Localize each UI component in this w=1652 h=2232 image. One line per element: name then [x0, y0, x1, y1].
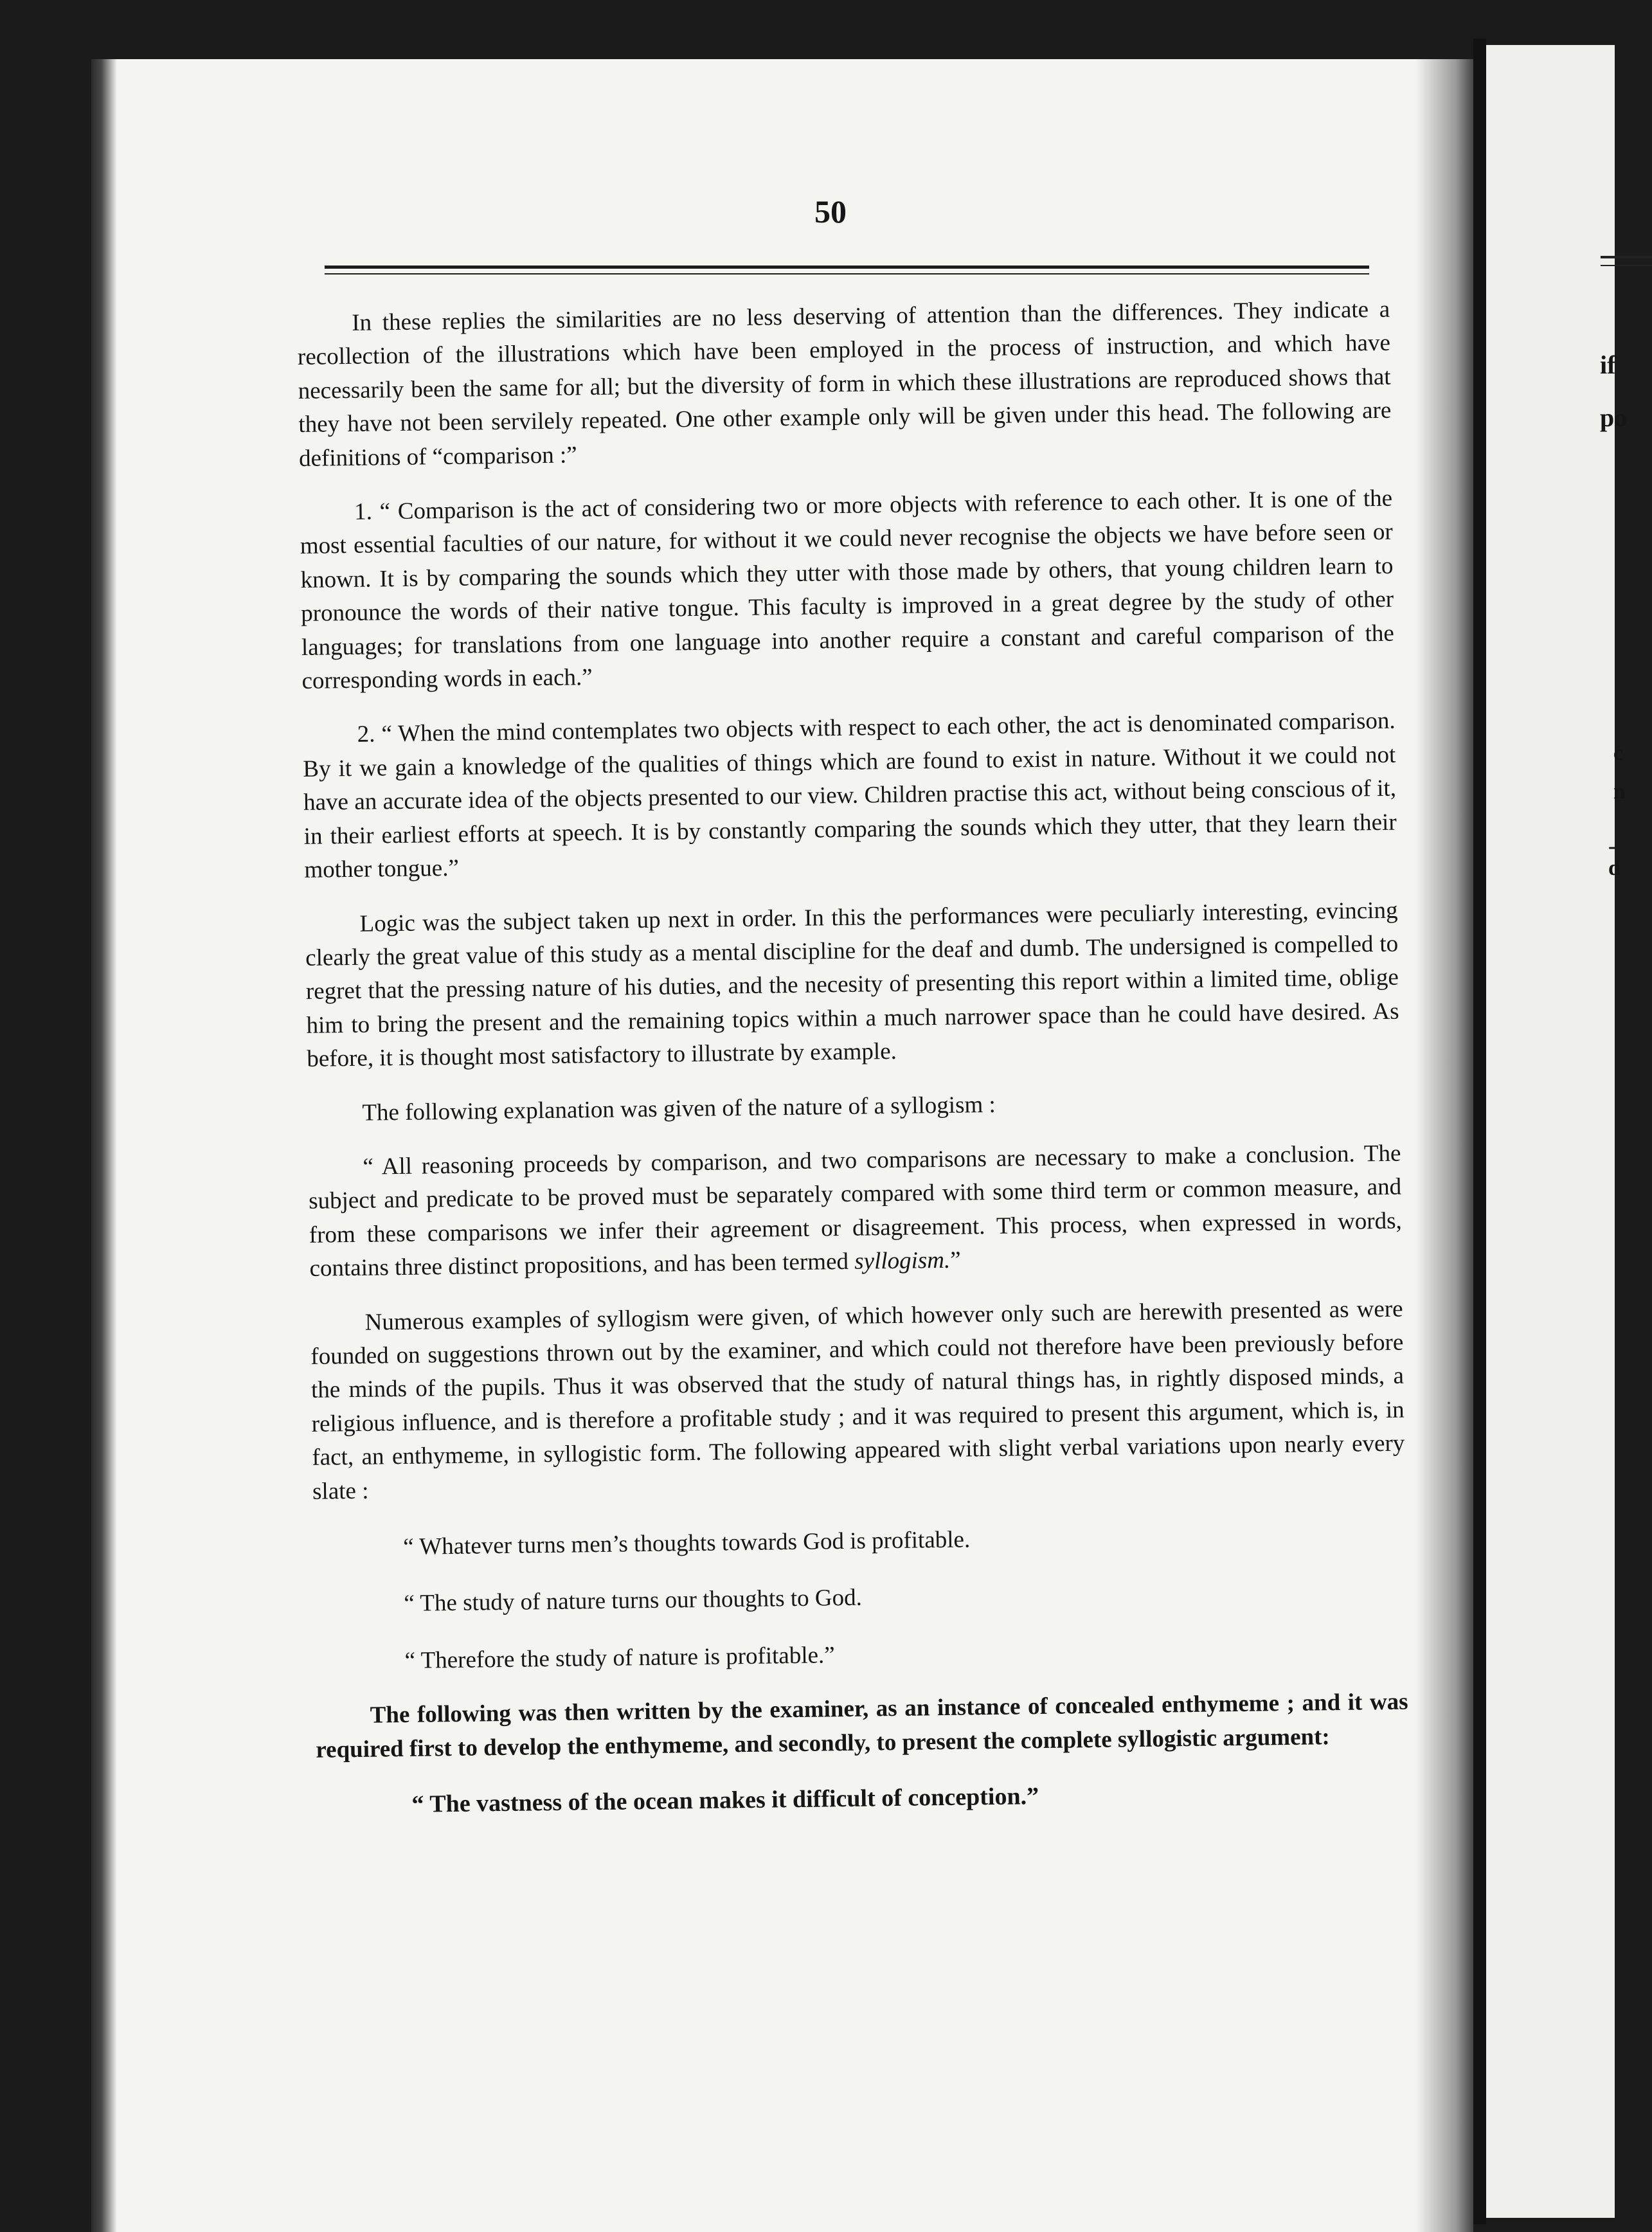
definition-2: 2. “ When the mind contemplates two objects with respect to each other, the act is denominated comparison. By it we gain a knowledge of the qualities of things which are found to exist in nature. Without it we could not have an accurate idea of the objects presented to our view. Children practise this act, without being conscious of it, in their earliest efforts at speech. It is by constantly comparing the sounds which they utter, that they learn their mother tongue.” — [303, 708, 1397, 884]
header-rule — [325, 266, 1369, 269]
paragraph-replies: In these replies the similarities are no less deserving of attention than the differences. They indicate a recollection of the illustrations which have been employed in the process of instruction, and which have necessarily been the same for all; but the diversity of form in which these illustrations are reproduced shows that they have not been servilely repeated. One other example only will be given under this head. The following are definitions of “comparison :” — [297, 296, 1392, 472]
final-quote: “ The vastness of the ocean makes it difficult of conception.” — [411, 1783, 1039, 1818]
facing-page-fragment: -d — [1608, 834, 1621, 880]
syllogism-conclusion: “ Therefore the study of nature is profitable.” — [404, 1642, 835, 1674]
facing-page-fragment: po — [1600, 403, 1628, 432]
paragraph-logic: Logic was the subject taken up next in order. In this the performances were peculiarly interesting, evincing clearly the great value of this study as a mental discipline for the deaf and dumb. The undersigned is compelled to regret that the pressing nature of his duties, and the necesity of presenting this report within a limited time, oblige him to bring the present and the remaining topics within a much narrower space than he could have desired. As before, it is thought most satisfactory to illustrate by example. — [305, 897, 1399, 1073]
page-edge-shadow — [1415, 59, 1473, 2232]
paragraph-syllogism-intro: The following explanation was given of the nature of a syllogism : — [362, 1091, 996, 1126]
page-number: 50 — [814, 194, 847, 230]
facing-page-rule-thin — [1601, 265, 1652, 266]
syllogism-close-quote: ” — [949, 1246, 961, 1274]
paragraph-enthymeme: The following was then written by the examiner, as an instance of concealed enthymeme ; and it was required first to develop the enthymeme, and secondly, to present the complete syllogistic argument: — [316, 1688, 1408, 1763]
syllogism-explanation-text: “ All reasoning proceeds by comparison, and two comparisons are necessary to make a conclusion. The subject and predicate to be proved must be separately compared with some third term or common measure, and from these comparisons we infer their agreement or disagreement. This process, when expressed in words, contains three distinct propositions, and has been termed — [308, 1140, 1403, 1282]
header-rule-thin — [325, 273, 1369, 274]
paragraph-examples: Numerous examples of syllogism were given, of which however only such are herewith presented as were founded on suggestions thrown out by the examiner, and which could not therefore have been previously before the minds of the pupils. Thus it was observed that the study of natural things has, in rightly disposed minds, a religious influence, and is therefore a profitable study ; and it was required to present this argument, which is, in fact, an enthymeme, in syllogistic form. The following appeared with slight verbal variations upon nearly every slate : — [310, 1295, 1405, 1505]
page-body — [297, 293, 1410, 1823]
syllogism-major-premise: “ Whatever turns men’s thoughts towards God is profitable. — [402, 1526, 971, 1561]
facing-page-fragment: if — [1600, 350, 1616, 379]
facing-page-fragment: n — [1613, 780, 1626, 804]
facing-page-edge — [1486, 45, 1628, 2218]
facing-page-fragment: c — [1613, 741, 1624, 765]
facing-page-rule — [1601, 256, 1652, 258]
book-spine — [1473, 39, 1486, 2224]
definition-1: 1. “ Comparison is the act of considering two or more objects with reference to each other. It is one of the most essential faculties of our nature, for without it we could never recognise the objects we have before seen or known. It is by comparing the sounds which they utter with those made by others, that young children learn to pronounce the words of their native tongue. This faculty is improved in a great degree by the study of other languages; for translations from one language into another require a constant and careful comparison of the corresponding words in each.” — [300, 485, 1395, 695]
syllogism-explanation — [308, 1137, 1403, 1286]
syllogism-minor-premise: “ The study of nature turns our thoughts to God. — [404, 1585, 863, 1617]
syllogism-term: syllogism. — [854, 1246, 951, 1275]
page-gutter-shadow — [91, 59, 117, 2232]
